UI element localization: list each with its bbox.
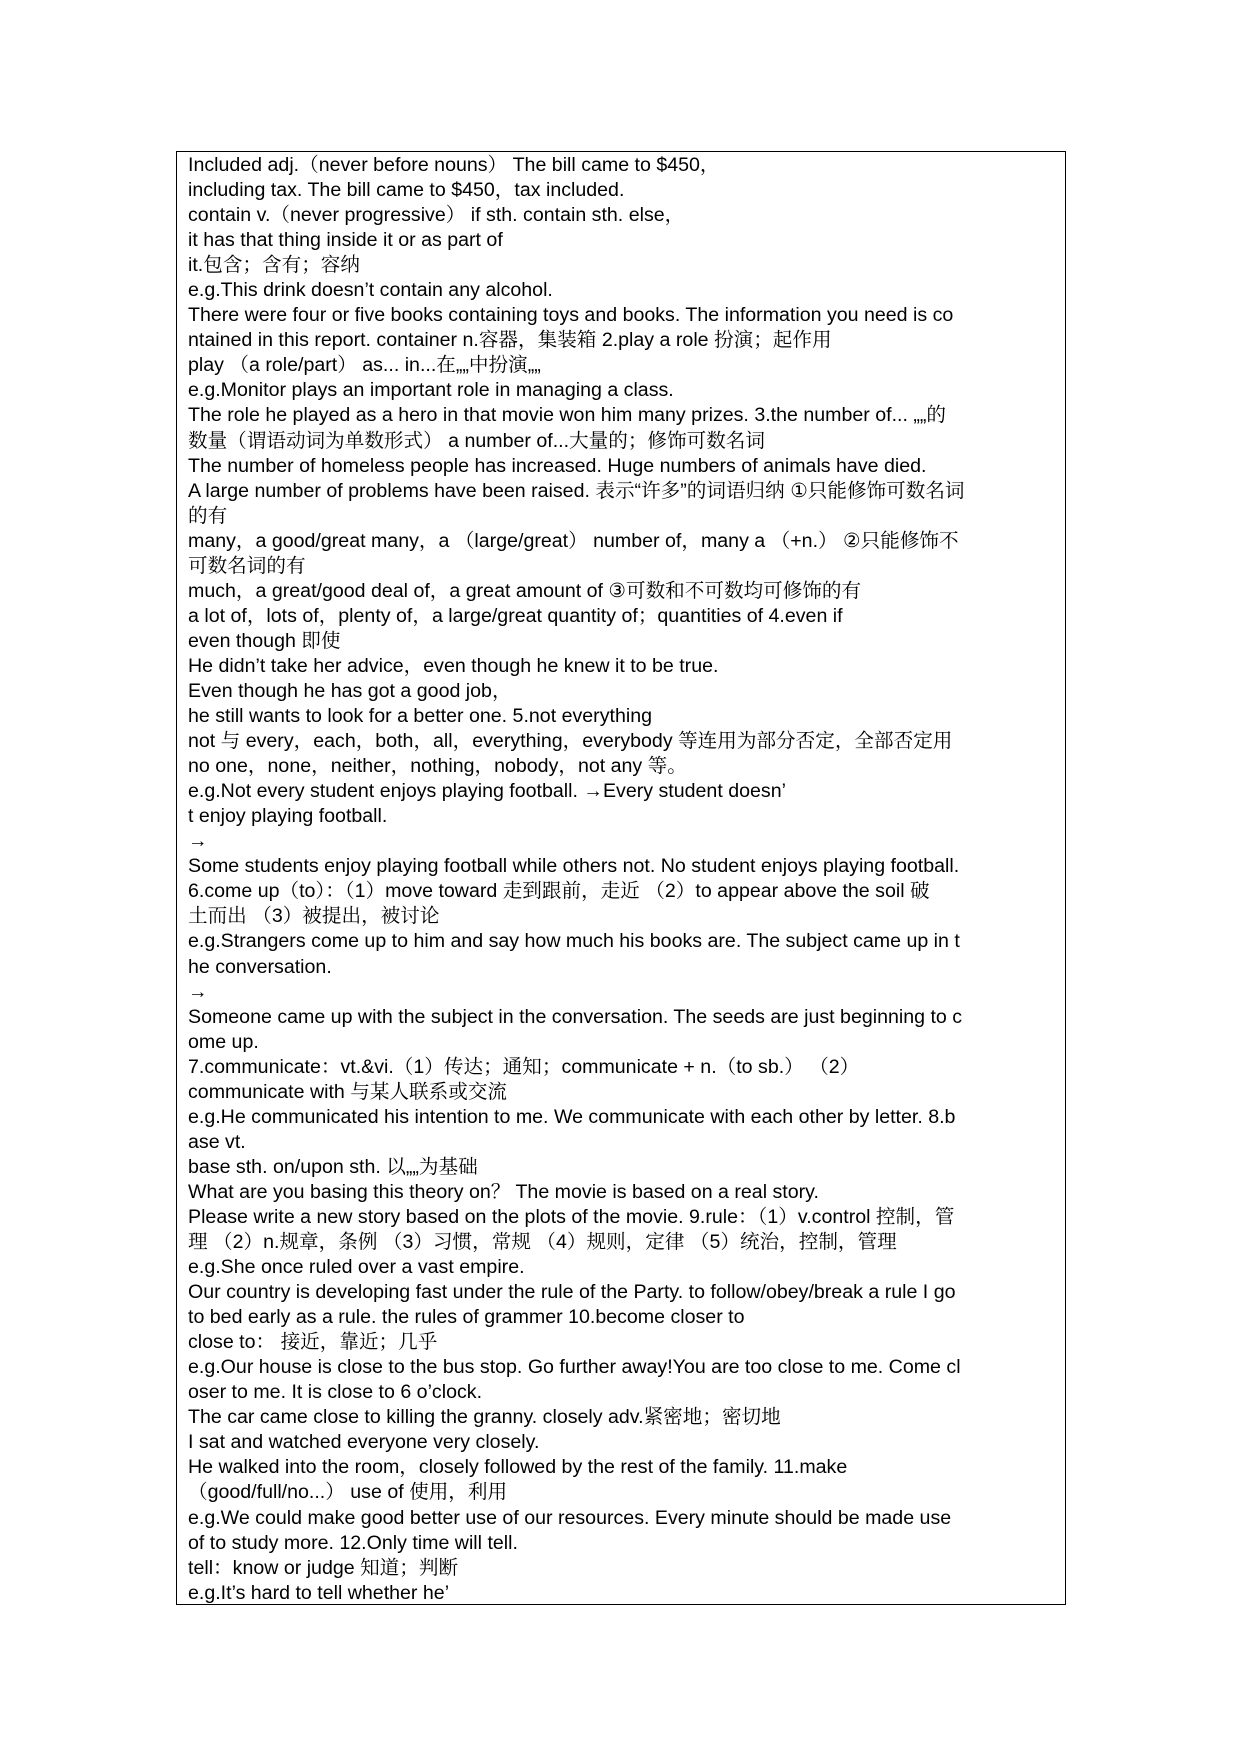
text-line: to bed early as a rule. the rules of grammer 10.become closer to [188, 1306, 745, 1329]
text-line: much，a great/good deal of，a great amount of ③可数和不可数均可修饰的有 [188, 579, 862, 602]
text-line: base sth. on/upon sth. 以„„为基础 [188, 1155, 478, 1178]
text-line: he conversation. [188, 955, 332, 978]
text-line: e.g.This drink doesn’t contain any alcohol. [188, 279, 553, 302]
text-line: 的有 [188, 504, 228, 527]
text-line: e.g.It’s hard to tell whether he’ [188, 1581, 450, 1604]
text-line: contain v.（never progressive） if sth. contain sth. else， [188, 204, 685, 227]
text-line: many，a good/great many，a （large/great） number of，many a （+n.） ②只能修饰不 [188, 529, 959, 552]
text-line: even though 即使 [188, 629, 341, 652]
text-line: Even though he has got a good job， [188, 679, 512, 702]
text-line: communicate with 与某人联系或交流 [188, 1080, 508, 1103]
text-line: ome up. [188, 1030, 259, 1053]
text-line: it has that thing inside it or as part of [188, 229, 503, 252]
text-line: Someone came up with the subject in the conversation. The seeds are just beginning to c [188, 1005, 963, 1028]
text-line: t enjoy playing football. [188, 805, 388, 828]
text-line: e.g.She once ruled over a vast empire. [188, 1256, 525, 1279]
text-line: ntained in this report. container n.容器，集装箱 2.play a role 扮演；起作用 [188, 329, 832, 352]
text-line: e.g.We could make good better use of our resources. Every minute should be made use [188, 1506, 952, 1529]
text-line: There were four or five books containing toys and books. The information you need is co [188, 304, 954, 327]
text-line: a lot of，lots of，plenty of，a large/great quantity of；quantities of 4.even if [188, 604, 843, 627]
text-line: I sat and watched everyone very closely. [188, 1431, 540, 1454]
text-line: A large number of problems have been raised. 表示“许多”的词语归纳 ①只能修饰可数名词 [188, 479, 965, 502]
text-line: it.包含；含有；容纳 [188, 254, 360, 277]
note-box [176, 151, 1066, 1605]
text-line: The car came close to killing the granny. closely adv.紧密地；密切地 [188, 1406, 781, 1429]
text-line: The number of homeless people has increased. Huge numbers of animals have died. [188, 454, 927, 477]
text-line: 理 （2）n.规章，条例 （3）习惯，常规 （4）规则，定律 （5）统治，控制，管理 [188, 1231, 897, 1254]
text-line: e.g.Our house is close to the bus stop. Go further away!You are too close to me. Come cl [188, 1356, 961, 1379]
text-line: Please write a new story based on the plots of the movie. 9.rule：（1）v.control 控制，管 [188, 1205, 955, 1228]
text-line: He walked into the room，closely followed by the rest of the family. 11.make [188, 1456, 848, 1479]
text-line: e.g.Monitor plays an important role in managing a class. [188, 379, 674, 402]
text-line: What are you basing this theory on？ The movie is based on a real story. [188, 1180, 819, 1203]
text-line: of to study more. 12.Only time will tell. [188, 1531, 518, 1554]
text-line: including tax. The bill came to $450，tax included. [188, 179, 625, 202]
text-line: 土而出 （3）被提出，被讨论 [188, 905, 440, 928]
text-line: e.g.He communicated his intention to me. We communicate with each other by letter. 8.b [188, 1105, 956, 1128]
text-line: tell：know or judge 知道；判断 [188, 1556, 459, 1579]
text-line: 7.communicate：vt.&vi.（1）传达；通知；communicate + n.（to sb.） （2） [188, 1055, 860, 1078]
text-line: Included adj.（never before nouns） The bill came to $450， [188, 154, 720, 176]
text-line: close to： 接近，靠近；几乎 [188, 1331, 438, 1354]
text-line: 可数名词的有 [188, 554, 306, 577]
text-line: Some students enjoy playing football while others not. No student enjoys playing football. [188, 855, 960, 878]
text-line: no one，none，neither，nothing，nobody，not any 等。 [188, 755, 687, 778]
text-line: he still wants to look for a better one. 5.not everything [188, 705, 652, 728]
text-line: 6.come up（to）：（1）move toward 走到跟前，走近 （2）to appear above the soil 破 [188, 880, 930, 903]
text-line: The role he played as a hero in that movie won him many prizes. 3.the number of... „„的 [188, 404, 946, 427]
text-line: He didn’t take her advice，even though he knew it to be true. [188, 654, 719, 677]
text-line: oser to me. It is close to 6 o’clock. [188, 1381, 483, 1404]
text-line: e.g.Not every student enjoys playing football. →Every student doesn’ [188, 780, 786, 803]
text-line: ase vt. [188, 1130, 246, 1153]
text-line: Our country is developing fast under the rule of the Party. to follow/obey/break a rule I go [188, 1281, 956, 1304]
text-line: not 与 every，each，both，all，everything，everybody 等连用为部分否定，全部否定用 [188, 730, 953, 753]
text-line: 数量（谓语动词为单数形式） a number of...大量的；修饰可数名词 [188, 429, 765, 452]
text-line: （good/full/no...） use of 使用，利用 [188, 1481, 508, 1504]
text-line: e.g.Strangers come up to him and say how much his books are. The subject came up in t [188, 930, 960, 953]
text-line: play （a role/part） as... in...在„„中扮演„„ [188, 354, 541, 377]
text-line: → [188, 830, 208, 853]
text-line: → [188, 980, 208, 1003]
